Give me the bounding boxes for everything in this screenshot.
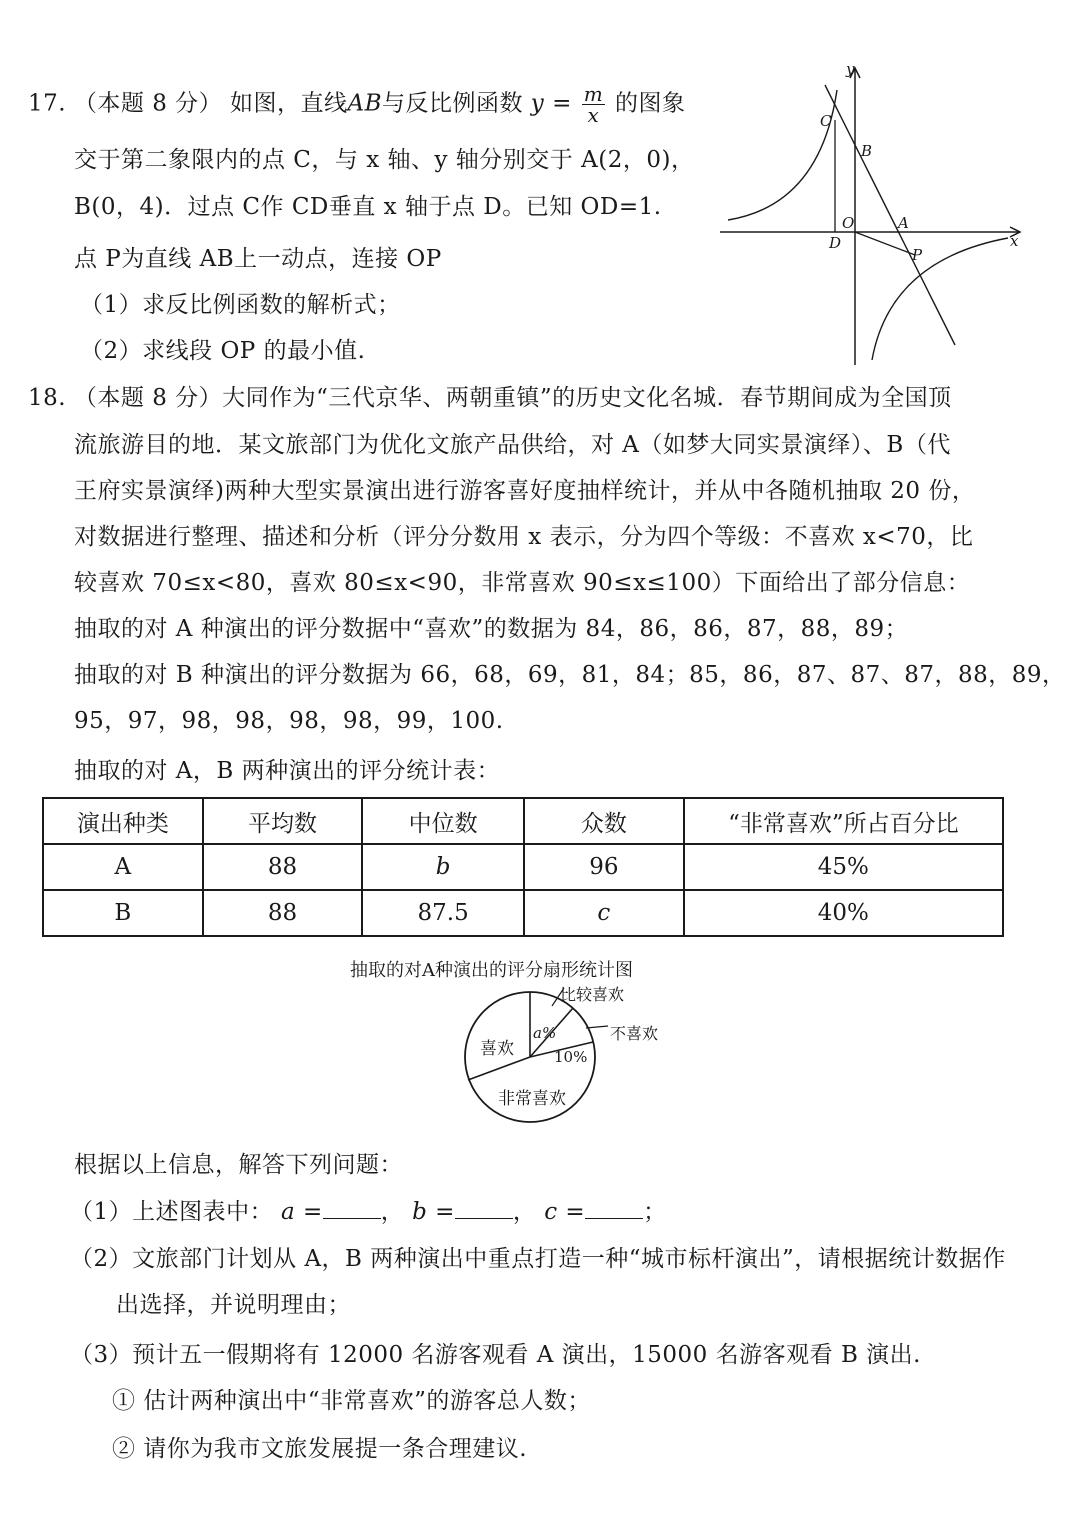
- blank-b[interactable]: [455, 1196, 513, 1219]
- blank-c[interactable]: [585, 1196, 643, 1219]
- q1-separator: ，: [512, 1199, 537, 1225]
- question-2-line-2: 出选择，并说明理由；: [116, 1292, 351, 1318]
- blank-c-label: c =: [544, 1199, 586, 1225]
- q17-line-3: B(0，4)．过点 C作 CD垂直 x 轴于点 D。已知 OD=1.: [74, 194, 662, 220]
- question-2-line-1: （2）文旅部门计划从 A，B 两种演出中重点打造一种“城市标杆演出”，请根据统计数据作: [70, 1246, 1006, 1272]
- table-header-row: [43, 798, 1003, 844]
- q1-end: ；: [643, 1199, 667, 1225]
- q18-table-caption: 抽取的对 A，B 两种演出的评分统计表：: [74, 758, 501, 784]
- q17-fraction: [582, 84, 605, 125]
- table-header-cell: 演出种类: [43, 798, 203, 844]
- q17-sub-2: （2）求线段 OP 的最小值.: [80, 338, 366, 364]
- hyperbola-branch-upper-left: [728, 90, 837, 220]
- table-cell: 96: [524, 844, 684, 890]
- table-header-cell: 中位数: [362, 798, 524, 844]
- table-row: [43, 844, 1003, 890]
- q17-line-2: 交于第二象限内的点 C，与 x 轴、y 轴分别交于 A(2，0)，: [74, 147, 695, 173]
- table-row: [43, 890, 1003, 936]
- graph-label-x: x: [1010, 232, 1019, 250]
- blank-a[interactable]: [323, 1196, 381, 1219]
- q18-paragraph-8: 95，97，98，98，98，98，99，100.: [74, 708, 504, 734]
- pie-slice-label: 非常喜欢: [498, 1089, 566, 1109]
- q17-line-1: [28, 84, 685, 125]
- blank-a-label: a =: [280, 1199, 323, 1225]
- q18-paragraph-4: 对数据进行整理、描述和分析（评分分数用 x 表示，分为四个等级：不喜欢 x<70，比: [74, 524, 974, 550]
- q17-text-b: 与反比例函数: [381, 90, 523, 117]
- graph-label-b: B: [861, 142, 873, 160]
- q18-line-1: [28, 383, 952, 413]
- q17-func-numerator: m: [583, 82, 604, 106]
- q18-paragraph-3: 王府实景演绎)两种大型实景演出进行游客喜好度抽样统计，并从中各随机抽取 20 份，: [74, 478, 976, 504]
- graph-label-p: P: [912, 246, 923, 264]
- q17-func-denominator: x: [587, 103, 600, 127]
- graph-label-a: A: [898, 214, 909, 232]
- q18-number: 18.: [28, 385, 67, 411]
- q17-text-c: 的图象: [614, 90, 686, 117]
- hyperbola-branch-lower-right: [872, 238, 1008, 360]
- q18-paragraph-7: 抽取的对 B 种演出的评分数据为 66，68，69，81，84；85，86，87、87、87，88，89，: [74, 662, 1066, 688]
- table-cell: b: [362, 844, 524, 890]
- question-3: （3）预计五一假期将有 12000 名游客观看 A 演出，15000 名游客观看 B 演出.: [70, 1342, 921, 1368]
- leader-line: [586, 1026, 608, 1028]
- question-3-part-2: ② 请你为我市文旅发展提一条合理建议.: [112, 1436, 528, 1462]
- question-3-part-1: ① 估计两种演出中“非常喜欢”的游客总人数；: [112, 1388, 591, 1414]
- pie-chart: [440, 982, 710, 1132]
- question-1: [70, 1196, 667, 1227]
- q1-separator: ，: [380, 1199, 405, 1225]
- graph-label-d: D: [829, 234, 842, 252]
- q17-func-y: y =: [530, 90, 572, 117]
- table-cell: c: [524, 890, 684, 936]
- blank-b-label: b =: [412, 1199, 455, 1225]
- score-statistics-table: [42, 797, 1004, 937]
- table-cell: 88: [203, 890, 363, 936]
- pie-slice-label: 喜欢: [480, 1039, 514, 1059]
- q17-number: 17.: [28, 90, 67, 117]
- q17-coordinate-graph: [720, 60, 1030, 370]
- q18-paragraph-1: （本题 8 分）大同作为“三代京华、两朝重镇”的历史文化名城．春节期间成为全国顶: [73, 385, 952, 411]
- pie-chart-title: 抽取的对A种演出的评分扇形统计图: [350, 960, 633, 981]
- q17-text-a: 如图，直线: [229, 90, 348, 117]
- graph-label-o: O: [842, 214, 855, 232]
- q17-score: （本题 8 分）: [73, 90, 223, 117]
- pie-slice-label: 比较喜欢: [560, 985, 625, 1004]
- q18-paragraph-2: 流旅游目的地．某文旅部门为优化文旅产品供给，对 A（如梦大同实景演绎）、B（代: [74, 432, 951, 458]
- q17-line-4: 点 P为直线 AB上一动点，连接 OP: [74, 246, 442, 272]
- q18-paragraph-6: 抽取的对 A 种演出的评分数据中“喜欢”的数据为 84，86，86，87，88，89；: [74, 616, 909, 642]
- table-cell: 87.5: [362, 890, 524, 936]
- table-cell: B: [43, 890, 203, 936]
- table-header-cell: 众数: [524, 798, 684, 844]
- q17-line-ab: AB: [347, 90, 382, 117]
- question-1-prefix: （1）上述图表中：: [70, 1199, 274, 1225]
- table-cell: 40%: [684, 890, 1003, 936]
- table-cell: 88: [203, 844, 363, 890]
- pie-slice-label: 不喜欢: [610, 1024, 659, 1043]
- pie-slice-percent: a%: [533, 1024, 557, 1042]
- table-cell: 45%: [684, 844, 1003, 890]
- pie-slice-percent: 10%: [554, 1048, 588, 1066]
- graph-label-c: C: [820, 112, 832, 130]
- questions-intro: 根据以上信息，解答下列问题：: [74, 1152, 403, 1178]
- segment-op: [855, 232, 915, 255]
- pie-divider: [468, 1057, 530, 1080]
- table-header-cell: “非常喜欢”所占百分比: [684, 798, 1003, 844]
- table-header-cell: 平均数: [203, 798, 363, 844]
- graph-label-y: y: [846, 60, 855, 78]
- q17-sub-1: （1）求反比例函数的解析式；: [80, 292, 401, 318]
- q18-paragraph-5: 较喜欢 70≤x<80，喜欢 80≤x<90，非常喜欢 90≤x≤100）下面给出了部分信息：: [74, 570, 971, 596]
- table-cell: A: [43, 844, 203, 890]
